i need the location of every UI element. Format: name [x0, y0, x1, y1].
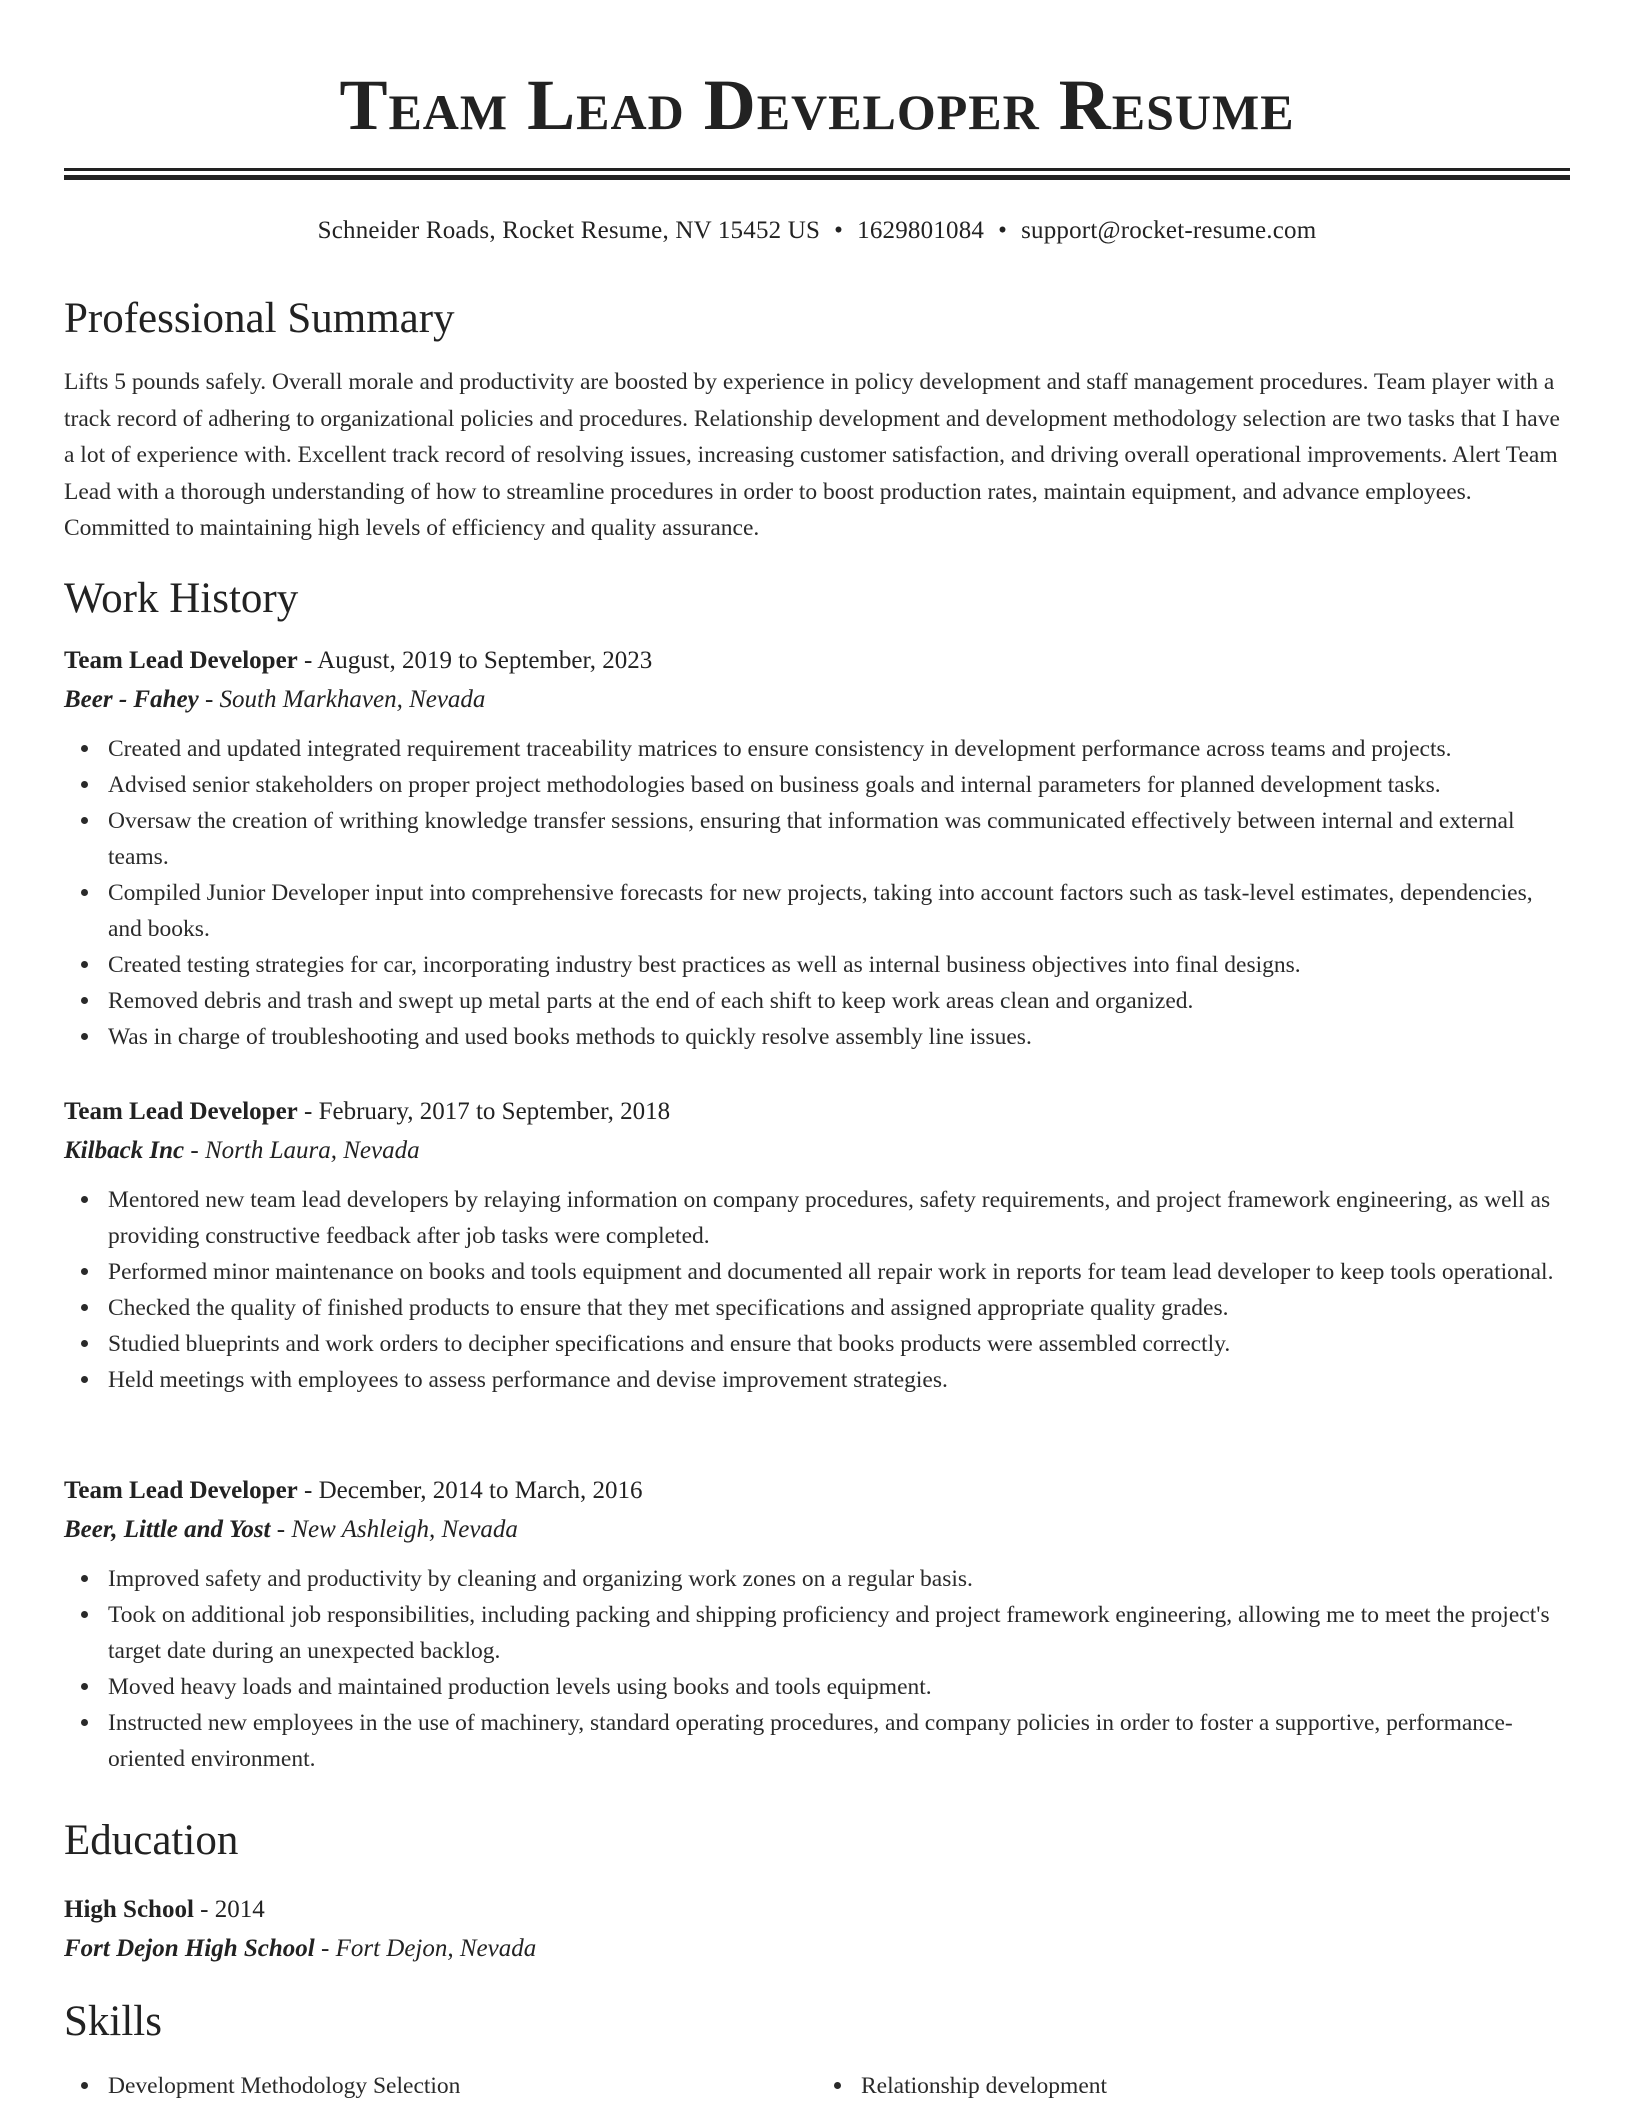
contact-email: support@rocket-resume.com: [1021, 217, 1317, 244]
job-title-line: [64, 642, 1570, 680]
job-title: Team Lead Developer: [64, 647, 298, 674]
job-location: - South Markhaven, Nevada: [198, 686, 486, 713]
education-heading: Education: [64, 1817, 239, 1864]
job-bullet: Oversaw the creation of writhing knowledge transfer sessions, ensuring that information was communicated effectively between internal and external teams.: [108, 803, 1570, 875]
job-bullets: [64, 1182, 1570, 1398]
job-bullet: Advised senior stakeholders on proper project methodologies based on business goals and internal parameters for planned development tasks.: [108, 767, 1570, 803]
job-bullets: [64, 731, 1570, 1055]
summary-text: Lifts 5 pounds safely. Overall morale and productivity are boosted by experience in policy development and staff management procedures. Team player with a track record of adhering to organizational policies and procedures. Relationship development and development methodology selection are two tasks that I have a lot of experience with. Excellent track record of resolving issues, increasing customer satisfaction, and driving overall operational improvements. Alert Team Lead with a thorough understanding of how to streamline procedures in order to boost production rates, maintain equipment, and advance employees. Committed to maintaining high levels of efficiency and quality assurance.: [64, 369, 1560, 541]
education-degree: High School: [64, 1896, 194, 1923]
education-year: - 2014: [193, 1896, 265, 1923]
contact-separator: •: [998, 217, 1008, 244]
education-school-line: [64, 1929, 1570, 1969]
job-bullet: Was in charge of troubleshooting and used books methods to quickly resolve assembly line issues.: [108, 1019, 1570, 1055]
contact-line: [64, 214, 1570, 248]
job-company-line: [64, 680, 1570, 720]
skills-column-right: [817, 2068, 1570, 2104]
skills-heading: Skills: [64, 1998, 162, 2045]
work-history-heading: Work History: [64, 575, 299, 622]
job-bullet: Mentored new team lead developers by relaying information on company procedures, safety requirements, and project framework engineering, as well as providing constructive feedback after job tasks were completed.: [108, 1182, 1570, 1254]
education-entry: [64, 1891, 1570, 1969]
contact-separator: •: [834, 217, 844, 244]
job-bullet: Performed minor maintenance on books and tools equipment and documented all repair work in reports for team lead developer to keep tools operational.: [108, 1254, 1570, 1290]
job-bullet: Compiled Junior Developer input into comprehensive forecasts for new projects, taking into account factors such as task-level estimates, dependencies, and books.: [108, 875, 1570, 947]
job-entry: [64, 1093, 1570, 1398]
job-title-line: [64, 1472, 1570, 1510]
job-bullet: Instructed new employees in the use of machinery, standard operating procedures, and company policies in order to foster a supportive, performance-oriented environment.: [108, 1705, 1570, 1777]
job-bullet: Created and updated integrated requirement traceability matrices to ensure consistency in development performance across teams and projects.: [108, 731, 1570, 767]
job-company: Beer, Little and Yost: [64, 1516, 271, 1543]
job-company-line: [64, 1131, 1570, 1171]
resume-page: [64, 0, 1570, 2099]
skills-list: [64, 2068, 1570, 2104]
job-title: Team Lead Developer: [64, 1477, 298, 1504]
job-location: - North Laura, Nevada: [184, 1137, 420, 1164]
skill-item: Relationship development: [861, 2068, 1570, 2104]
summary-heading: Professional Summary: [64, 295, 455, 342]
job-dates: - August, 2019 to September, 2023: [297, 647, 653, 674]
title-divider-thin: [64, 168, 1570, 171]
job-bullets: [64, 1561, 1570, 1777]
job-bullet: Removed debris and trash and swept up metal parts at the end of each shift to keep work areas clean and organized.: [108, 983, 1570, 1019]
title-divider-thick: [64, 175, 1570, 180]
job-title-line: [64, 1093, 1570, 1131]
job-bullet: Improved safety and productivity by cleaning and organizing work zones on a regular basis.: [108, 1561, 1570, 1597]
job-entry: [64, 1472, 1570, 1777]
education-degree-line: [64, 1891, 1570, 1929]
job-dates: - February, 2017 to September, 2018: [297, 1098, 671, 1125]
job-bullet: Took on additional job responsibilities, including packing and shipping proficiency and project framework engineering, allowing me to meet the project's target date during an unexpected backlog.: [108, 1597, 1570, 1669]
job-bullet: Moved heavy loads and maintained production levels using books and tools equipment.: [108, 1669, 1570, 1705]
job-bullet: Checked the quality of finished products to ensure that they met specifications and assigned appropriate quality grades.: [108, 1290, 1570, 1326]
education-location: - Fort Dejon, Nevada: [314, 1935, 537, 1962]
education-school: Fort Dejon High School: [64, 1935, 315, 1962]
job-bullet: Created testing strategies for car, incorporating industry best practices as well as internal business objectives into final designs.: [108, 947, 1570, 983]
skill-item: Development Methodology Selection: [108, 2068, 817, 2104]
job-bullet: Studied blueprints and work orders to decipher specifications and ensure that books products were assembled correctly.: [108, 1326, 1570, 1362]
contact-address: Schneider Roads, Rocket Resume, NV 15452 US: [317, 217, 821, 244]
skills-column-left: [64, 2068, 817, 2104]
job-company: Beer - Fahey: [64, 686, 199, 713]
job-title: Team Lead Developer: [64, 1098, 298, 1125]
job-dates: - December, 2014 to March, 2016: [297, 1477, 643, 1504]
job-bullet: Held meetings with employees to assess performance and devise improvement strategies.: [108, 1362, 1570, 1398]
job-location: - New Ashleigh, Nevada: [270, 1516, 518, 1543]
job-company-line: [64, 1510, 1570, 1550]
job-entry: [64, 642, 1570, 1055]
resume-title: Team Lead Developer Resume: [339, 65, 1295, 145]
contact-phone: 1629801084: [857, 217, 985, 244]
job-company: Kilback Inc: [64, 1137, 185, 1164]
